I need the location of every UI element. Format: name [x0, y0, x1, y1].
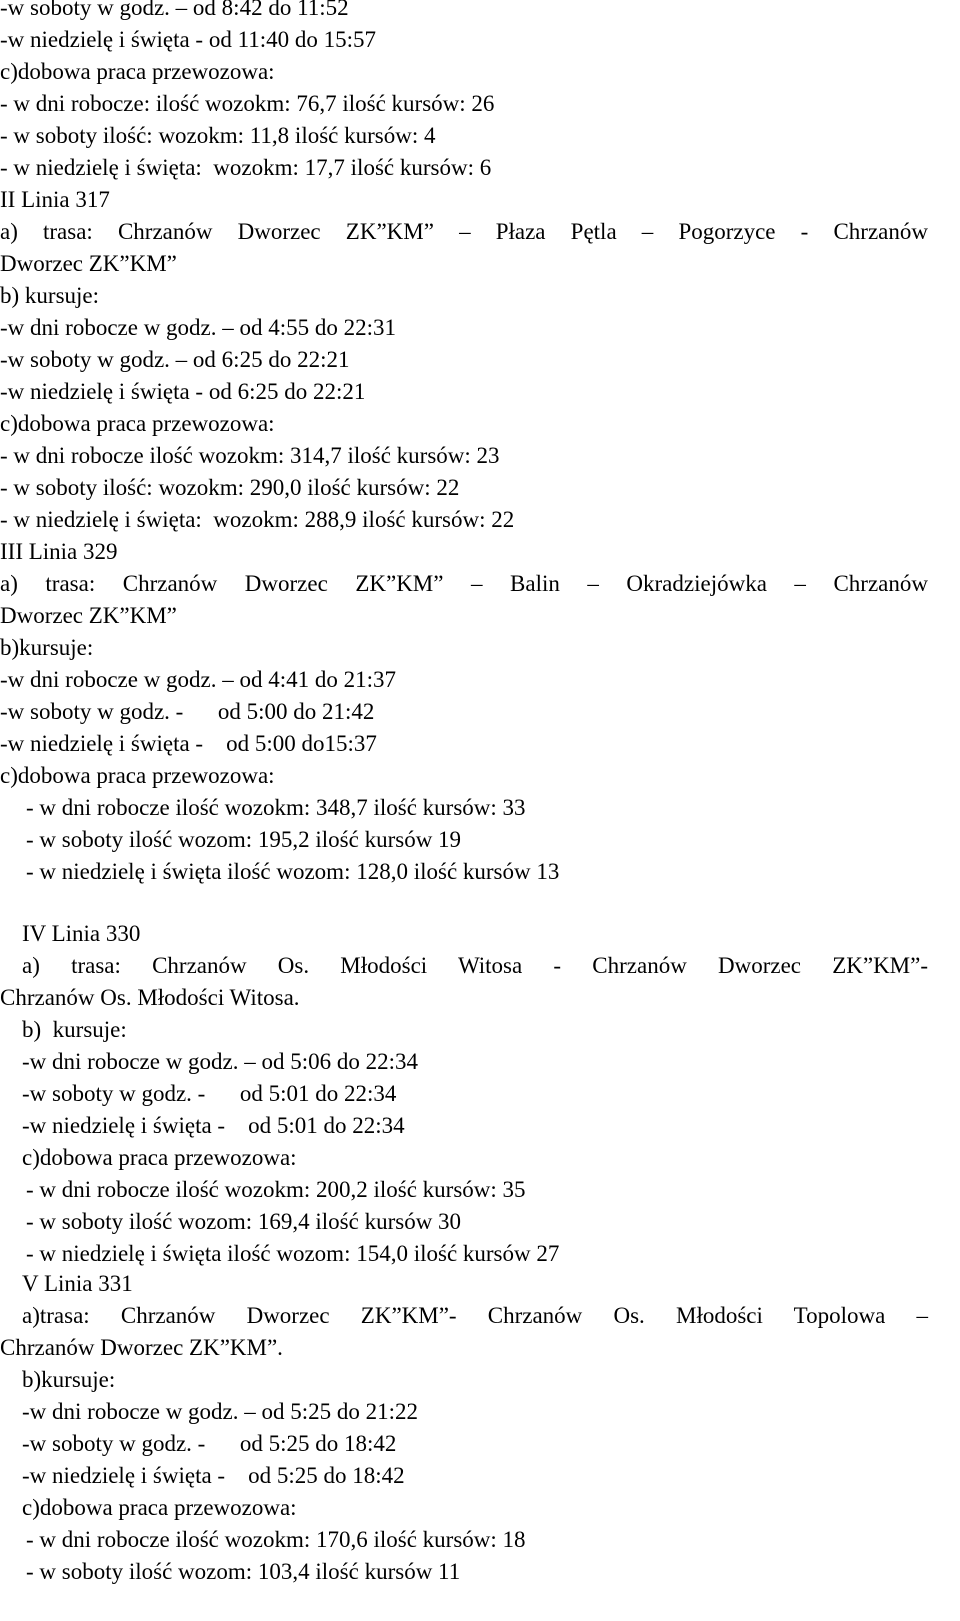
text-line: c)dobowa praca przewozowa:: [22, 1145, 297, 1170]
text-line: - w dni robocze ilość wozokm: 314,7 ilość kursów: 23: [0, 443, 500, 468]
text-line: - w soboty ilość: wozokm: 11,8 ilość kursów: 4: [0, 123, 436, 148]
text-line: -w niedzielę i święta - od 5:25 do 18:42: [22, 1463, 405, 1488]
route-line-continued: Dworzec ZK”KM”: [0, 603, 177, 628]
text-line: - w soboty ilość wozom: 103,4 ilość kursów 11: [26, 1559, 461, 1584]
text-line: -w niedzielę i święta - od 11:40 do 15:57: [0, 27, 377, 52]
route-line-continued: Chrzanów Os. Młodości Witosa.: [0, 985, 300, 1010]
route-line: a) trasa: Chrzanów Os. Młodości Witosa - Chrzanów Dworzec ZK”KM”-: [22, 953, 928, 978]
text-line: c)dobowa praca przewozowa:: [0, 763, 275, 788]
text-line: - w niedzielę i święta ilość wozom: 128,0 ilość kursów 13: [26, 859, 560, 884]
section-heading-linia-331: V Linia 331: [22, 1271, 133, 1296]
text-line: -w dni robocze w godz. – od 5:06 do 22:34: [22, 1049, 419, 1074]
text-line: -w niedzielę i święta - od 5:00 do15:37: [0, 731, 377, 756]
route-line: a) trasa: Chrzanów Dworzec ZK”KM” – Płaza Pętla – Pogorzyce - Chrzanów: [0, 219, 928, 244]
text-line: b)kursuje:: [22, 1367, 116, 1392]
section-heading-linia-329: III Linia 329: [0, 539, 118, 564]
text-line: - w dni robocze ilość wozokm: 200,2 ilość kursów: 35: [26, 1177, 526, 1202]
text-line: -w dni robocze w godz. – od 4:41 do 21:37: [0, 667, 397, 692]
text-line: c)dobowa praca przewozowa:: [0, 411, 275, 436]
text-line: - w niedzielę i święta ilość wozom: 154,0 ilość kursów 27: [26, 1241, 560, 1266]
route-line-continued: Dworzec ZK”KM”: [0, 251, 177, 276]
text-line: - w dni robocze ilość wozokm: 170,6 ilość kursów: 18: [26, 1527, 526, 1552]
text-line: - w soboty ilość wozom: 195,2 ilość kursów 19: [26, 827, 462, 852]
section-heading-linia-317: II Linia 317: [0, 187, 110, 212]
text-line: -w dni robocze w godz. – od 5:25 do 21:22: [22, 1399, 419, 1424]
text-line: - w soboty ilość wozom: 169,4 ilość kursów 30: [26, 1209, 462, 1234]
text-line: b) kursuje:: [0, 283, 100, 308]
text-line: - w dni robocze: ilość wozokm: 76,7 ilość kursów: 26: [0, 91, 495, 116]
text-line: c)dobowa praca przewozowa:: [0, 59, 275, 84]
text-line: b)kursuje:: [0, 635, 94, 660]
text-line: c)dobowa praca przewozowa:: [22, 1495, 297, 1520]
text-line: -w dni robocze w godz. – od 4:55 do 22:31: [0, 315, 397, 340]
text-line: -w niedzielę i święta - od 6:25 do 22:21: [0, 379, 366, 404]
route-line-continued: Chrzanów Dworzec ZK”KM”.: [0, 1335, 283, 1360]
text-line: -w soboty w godz. - od 5:00 do 21:42: [0, 699, 375, 724]
section-heading-linia-330: IV Linia 330: [22, 921, 141, 946]
text-line: - w soboty ilość: wozokm: 290,0 ilość kursów: 22: [0, 475, 460, 500]
text-line: -w soboty w godz. - od 5:25 do 18:42: [22, 1431, 397, 1456]
text-line: -w soboty w godz. – od 8:42 do 11:52: [0, 0, 349, 20]
text-line: b) kursuje:: [22, 1017, 127, 1042]
text-line: - w dni robocze ilość wozokm: 348,7 ilość kursów: 33: [26, 795, 526, 820]
text-line: - w niedzielę i święta: wozokm: 288,9 ilość kursów: 22: [0, 507, 515, 532]
route-line: a) trasa: Chrzanów Dworzec ZK”KM” – Balin – Okradziejówka – Chrzanów: [0, 571, 928, 596]
text-line: -w soboty w godz. – od 6:25 do 22:21: [0, 347, 350, 372]
text-line: - w niedzielę i święta: wozokm: 17,7 ilość kursów: 6: [0, 155, 492, 180]
text-line: -w niedzielę i święta - od 5:01 do 22:34: [22, 1113, 405, 1138]
text-line: -w soboty w godz. - od 5:01 do 22:34: [22, 1081, 397, 1106]
route-line: a)trasa: Chrzanów Dworzec ZK”KM”- Chrzanów Os. Młodości Topolowa –: [22, 1303, 928, 1328]
